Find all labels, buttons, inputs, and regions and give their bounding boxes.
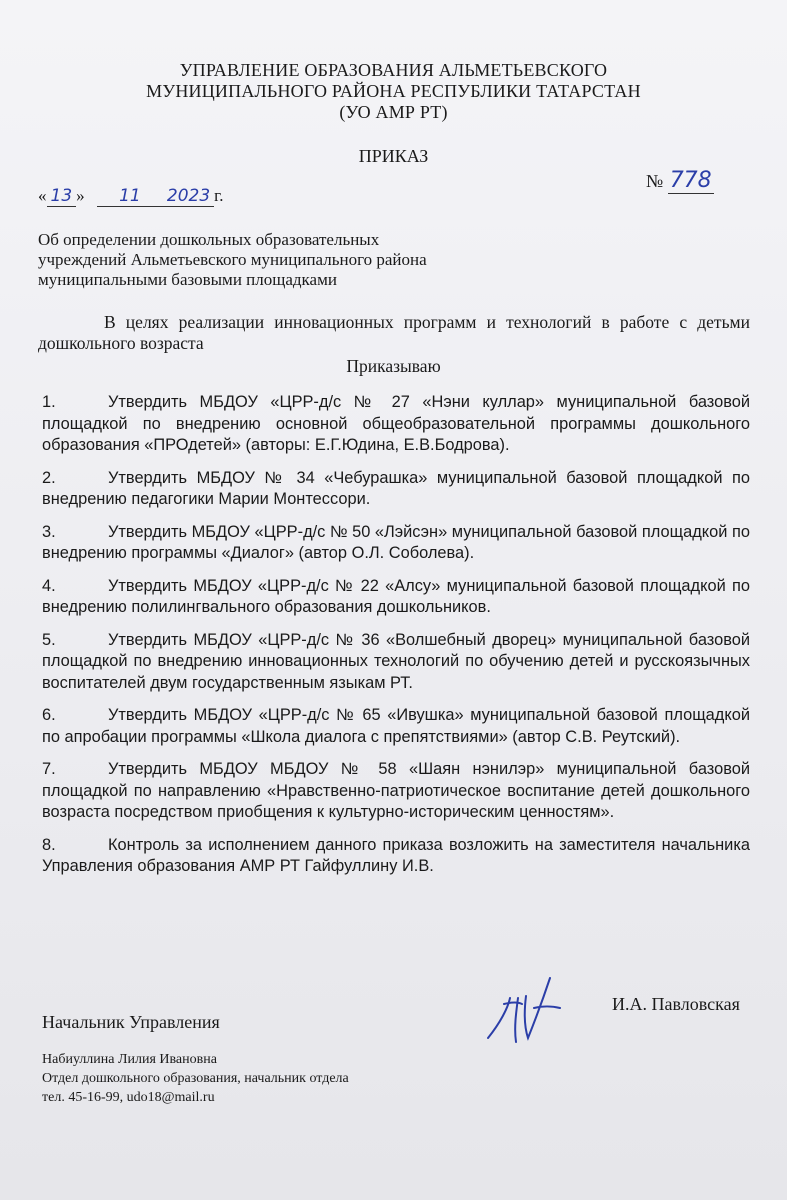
directive-word: Приказываю — [346, 356, 441, 376]
item-text: Утвердить МБДОУ «ЦРР-д/с № 50 «Лэйсэн» муниципальной базовой площадкой по внедрению программы «Диалог» (автор О.Л. Соболева). — [42, 522, 750, 562]
contact-name: Набиуллина Лилия Ивановна — [42, 1052, 217, 1067]
item-number: 7. — [42, 760, 56, 778]
item-text: Контроль за исполнением данного приказа возложить на заместителя начальника Управления образования АМР РТ Гайфуллину И.В. — [42, 835, 750, 875]
item-number: 6. — [42, 706, 56, 724]
date-suffix: г. — [214, 186, 224, 205]
order-date — [38, 186, 223, 207]
header-line-1: УПРАВЛЕНИЕ ОБРАЗОВАНИЯ АЛЬМЕТЬЕВСКОГО — [179, 60, 608, 80]
header-line-3: (УО АМР РТ) — [339, 102, 448, 122]
contact-department: Отдел дошкольного образования, начальник отдела — [42, 1071, 349, 1086]
header-line-2: МУНИЦИПАЛЬНОГО РАЙОНА РЕСПУБЛИКИ ТАТАРСТАН — [146, 81, 641, 101]
item-text: Утвердить МБДОУ «ЦРР-д/с № 36 «Волшебный дворец» муниципальной базовой площадкой по внедрению инновационных технологий по обучению детей и русскоязычных воспитателей двум государственным языкам РТ. — [42, 630, 750, 692]
date-month: 11 — [97, 186, 163, 207]
date-year: 2023 — [163, 186, 214, 207]
order-title: ПРИКАЗ — [358, 146, 429, 166]
order-subject — [38, 230, 498, 290]
date-close-quote: » — [76, 186, 85, 205]
number-label: № — [646, 171, 664, 191]
handwritten-signature-icon — [470, 968, 580, 1048]
order-item — [42, 630, 750, 695]
order-item — [42, 392, 750, 457]
contact-phone-email: тел. 45-16-99, udo18@mail.ru — [42, 1090, 215, 1105]
signatory-position: Начальник Управления — [42, 1012, 220, 1032]
item-text: Утвердить МБДОУ «ЦРР-д/с № 22 «Алсу» муниципальной базовой площадкой по внедрению полилингвального образования дошкольников. — [42, 576, 750, 616]
subject-line-1: Об определении дошкольных образовательных — [38, 230, 380, 249]
item-number: 8. — [42, 835, 56, 854]
item-text: Утвердить МБДОУ «ЦРР-д/с № 65 «Ивушка» муниципальной базовой площадкой по апробации программы «Школа диалога с препятствиями» (автор С.В. Реутский). — [42, 706, 750, 746]
signature-block — [0, 968, 787, 1048]
item-text: Утвердить МБДОУ «ЦРР-д/с № 27 «Нэни куллар» муниципальной базовой площадкой по внедрению основной общеобразовательной программы дошкольного образования «ПРОдетей» (авторы: Е.Г.Юдина, Е.В.Бодрова). — [42, 393, 750, 454]
order-item — [42, 759, 750, 824]
order-item — [42, 705, 750, 748]
item-number: 1. — [42, 393, 56, 411]
contact-block — [42, 1050, 349, 1107]
signatory-name: И.А. Павловская — [612, 994, 740, 1014]
order-items-list — [42, 392, 750, 889]
subject-line-2: учреждений Альметьевского муниципального района — [38, 250, 427, 269]
date-day: 13 — [47, 186, 77, 207]
purpose-paragraph: В целях реализации инновационных программ и технологий в работе с детьми дошкольного возраста — [38, 312, 750, 353]
item-number: 4. — [42, 576, 56, 595]
order-item — [42, 468, 750, 511]
subject-line-3: муниципальными базовыми площадками — [38, 270, 337, 289]
organization-header — [0, 60, 787, 123]
order-number — [646, 168, 714, 193]
order-item — [42, 522, 750, 565]
number-value: 778 — [669, 168, 712, 193]
order-item — [42, 835, 750, 878]
item-number: 2. — [42, 468, 56, 487]
order-item — [42, 576, 750, 619]
item-number: 3. — [42, 522, 56, 541]
item-text: Утвердить МБДОУ № 34 «Чебурашка» муниципальной базовой площадкой по внедрению педагогики Марии Монтессори. — [42, 468, 750, 508]
item-text: Утвердить МБДОУ МБДОУ № 58 «Шаян нэнилэр» муниципальной базовой площадкой по направлению «Нравственно-патриотическое воспитание детей дошкольного возраста посредством приобщения к культурно-историческим ценностям». — [42, 760, 750, 821]
date-open-quote: « — [38, 186, 47, 205]
item-number: 5. — [42, 630, 56, 649]
